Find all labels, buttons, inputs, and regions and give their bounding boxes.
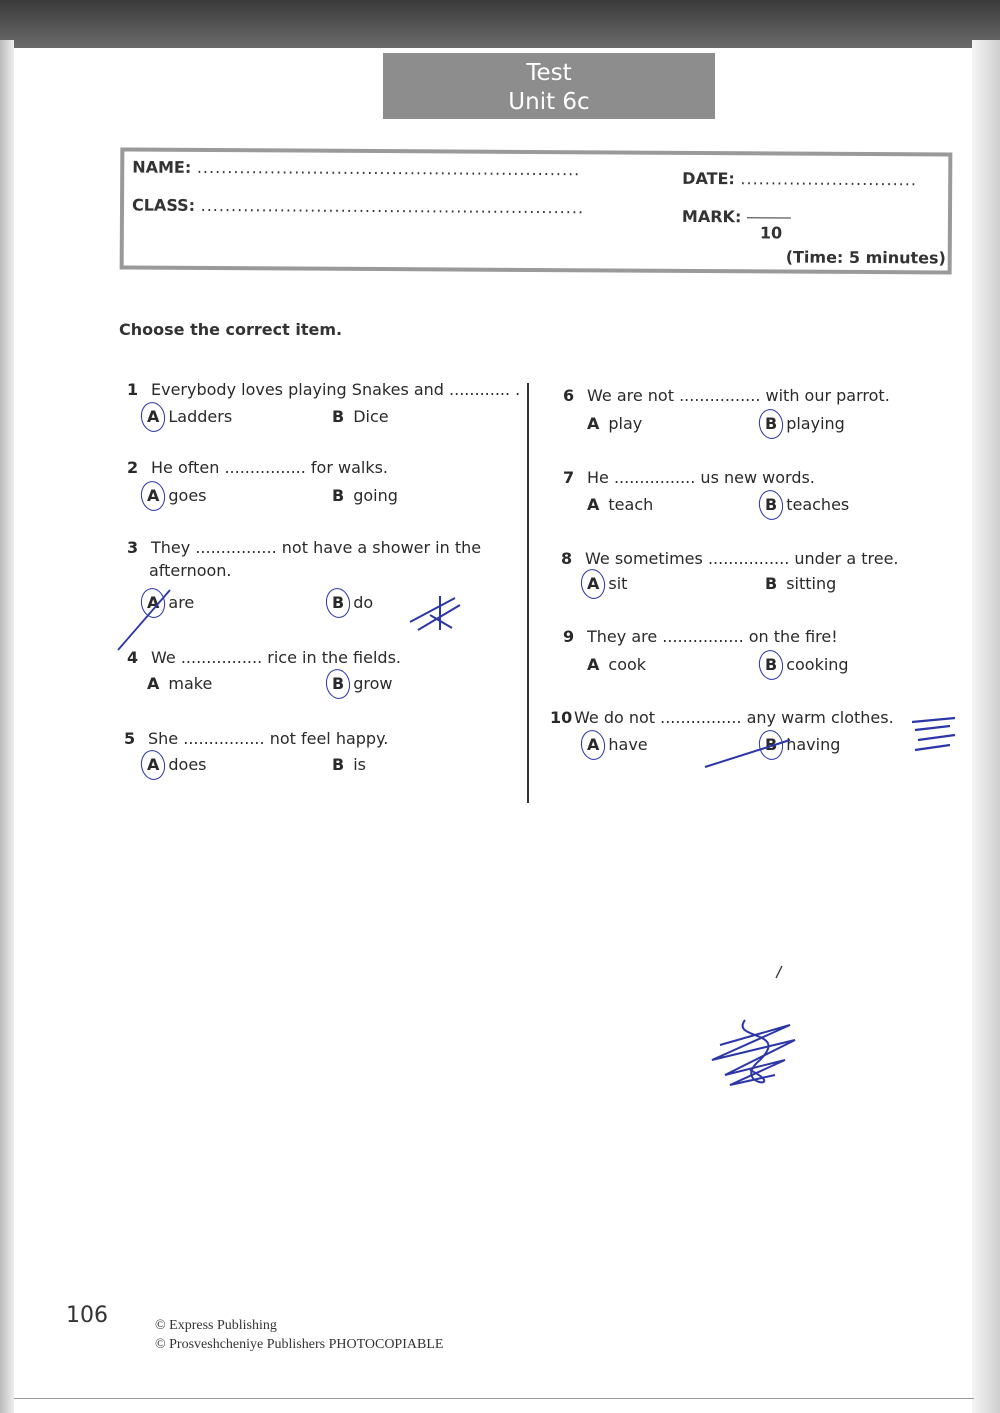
question-text-continued: afternoon. — [149, 561, 232, 580]
option-text: grow — [353, 674, 393, 693]
instruction: Choose the correct item. — [119, 320, 343, 339]
question-3 — [127, 538, 481, 580]
option-letter: A — [147, 593, 159, 612]
question-4 — [127, 648, 401, 667]
answer-circle — [139, 586, 168, 620]
question-number: 4 — [127, 648, 139, 667]
student-info-box — [120, 147, 953, 274]
option-letter: A — [147, 486, 159, 505]
question-number: 1 — [127, 380, 139, 399]
option-a-q4[interactable] — [147, 674, 212, 693]
scribble-mark — [410, 596, 460, 630]
option-text: cooking — [786, 655, 849, 674]
scan-top-edge — [0, 0, 1000, 48]
question-2 — [127, 458, 388, 477]
option-text: having — [786, 735, 841, 754]
scribble-mark — [912, 718, 955, 750]
option-text: play — [608, 414, 643, 433]
option-b-q8[interactable] — [765, 574, 836, 593]
option-text: teach — [608, 495, 654, 514]
option-b-q10[interactable] — [765, 735, 840, 754]
mark-label: MARK: — [681, 206, 742, 227]
option-letter: A — [147, 755, 159, 774]
option-b-q3[interactable] — [332, 593, 373, 612]
question-number: 5 — [124, 729, 136, 748]
option-letter: B — [765, 735, 777, 754]
name-dots: ............................................................... — [196, 157, 581, 180]
date-field — [682, 169, 917, 189]
question-text: Everybody loves playing Snakes and ............ . — [151, 380, 521, 399]
option-text: sitting — [786, 574, 837, 593]
question-number: 9 — [563, 627, 575, 646]
question-text: They ................ not have a shower in the — [151, 538, 482, 557]
date-label: DATE: — [682, 168, 735, 189]
question-10 — [550, 708, 894, 727]
page-number: 106 — [66, 1303, 108, 1328]
answer-circle — [757, 728, 786, 762]
option-b-q1[interactable] — [332, 407, 389, 426]
option-b-q5[interactable] — [332, 755, 366, 774]
option-letter: B — [765, 495, 777, 514]
question-9 — [563, 627, 838, 646]
question-number: 8 — [561, 549, 573, 568]
option-text: sit — [608, 574, 628, 593]
name-label: NAME: — [132, 157, 192, 177]
mark-denominator: 10 — [759, 223, 783, 243]
class-field — [132, 196, 584, 218]
option-text: cook — [608, 655, 647, 674]
question-text: We ................ rice in the fields. — [151, 648, 401, 667]
answer-circle — [324, 586, 353, 620]
column-divider — [527, 383, 529, 803]
answer-circle — [757, 648, 786, 682]
tick-mark — [776, 966, 782, 978]
title-line-1: Test — [526, 60, 572, 86]
question-text: We are not ................ with our parrot. — [587, 386, 890, 405]
option-letter: B — [765, 414, 777, 433]
scribble-blob — [712, 1020, 795, 1085]
question-1 — [127, 380, 520, 399]
option-a-q3[interactable] — [147, 593, 194, 612]
option-a-q1[interactable] — [147, 407, 232, 426]
option-text: does — [168, 755, 207, 774]
answer-circle — [757, 407, 786, 441]
option-a-q9[interactable] — [587, 655, 646, 674]
option-text: do — [353, 593, 374, 612]
option-a-q5[interactable] — [147, 755, 207, 774]
question-text: He often ................ for walks. — [151, 458, 389, 477]
option-text: make — [168, 674, 213, 693]
option-text: goes — [168, 486, 207, 505]
question-number: 6 — [563, 386, 575, 405]
option-letter: A — [587, 414, 600, 433]
question-number: 2 — [127, 458, 139, 477]
option-letter: B — [765, 655, 777, 674]
question-number: 3 — [127, 538, 139, 557]
option-letter: B — [332, 407, 345, 426]
option-b-q7[interactable] — [765, 495, 849, 514]
option-a-q10[interactable] — [587, 735, 648, 754]
option-text: have — [608, 735, 648, 754]
option-letter: A — [587, 574, 599, 593]
answer-circle — [579, 728, 608, 762]
question-5 — [124, 729, 388, 748]
question-text: We sometimes ................ under a tree. — [585, 549, 899, 568]
option-letter: A — [587, 495, 600, 514]
date-dots: ............................. — [740, 169, 918, 190]
test-title-banner — [383, 53, 715, 119]
time-limit: (Time: 5 minutes) — [785, 247, 946, 268]
question-text: They are ................ on the fire! — [587, 627, 838, 646]
option-text: is — [353, 755, 366, 774]
option-letter: B — [765, 574, 778, 593]
answer-circle — [757, 488, 786, 522]
question-text: She ................ not feel happy. — [148, 729, 389, 748]
option-text: going — [353, 486, 398, 505]
answer-circle — [324, 667, 353, 701]
option-a-q8[interactable] — [587, 574, 627, 593]
option-text: playing — [786, 414, 845, 433]
option-a-q6[interactable] — [587, 414, 642, 433]
option-letter: B — [332, 593, 344, 612]
scan-left-edge — [0, 40, 14, 1413]
question-number: 10 — [550, 708, 573, 727]
answer-circle — [139, 479, 168, 513]
title-line-2: Unit 6c — [508, 89, 590, 115]
option-letter: B — [332, 486, 345, 505]
option-letter: A — [147, 674, 160, 693]
option-a-q7[interactable] — [587, 495, 653, 514]
option-letter: B — [332, 674, 344, 693]
option-text: Dice — [353, 407, 389, 426]
page-bottom-edge — [14, 1398, 974, 1399]
name-field — [132, 158, 580, 180]
option-text: are — [168, 593, 195, 612]
question-text: We do not ................ any warm clothes. — [574, 708, 894, 727]
scan-right-edge — [972, 40, 1000, 1413]
question-text: He ................ us new words. — [587, 468, 815, 487]
class-label: CLASS: — [131, 195, 196, 215]
option-b-q4[interactable] — [332, 674, 392, 693]
option-b-q9[interactable] — [765, 655, 849, 674]
option-b-q6[interactable] — [765, 414, 845, 433]
option-letter: A — [147, 407, 159, 426]
answer-circle — [579, 567, 608, 601]
question-6 — [563, 386, 890, 405]
answer-circle — [139, 748, 168, 782]
option-letter: A — [587, 735, 599, 754]
option-letter: A — [587, 655, 600, 674]
copyright-line-2: © Prosveshcheniye Publishers PHOTOCOPIABLE — [155, 1337, 444, 1352]
question-7 — [563, 468, 815, 487]
option-a-q2[interactable] — [147, 486, 207, 505]
question-number: 7 — [563, 468, 575, 487]
option-text: Ladders — [168, 407, 233, 426]
class-dots: ............................................................... — [200, 195, 585, 218]
option-letter: B — [332, 755, 345, 774]
option-text: teaches — [786, 495, 850, 514]
option-b-q2[interactable] — [332, 486, 398, 505]
answer-circle — [139, 400, 168, 434]
question-8 — [561, 549, 899, 568]
copyright-line-1: © Express Publishing — [155, 1318, 277, 1333]
